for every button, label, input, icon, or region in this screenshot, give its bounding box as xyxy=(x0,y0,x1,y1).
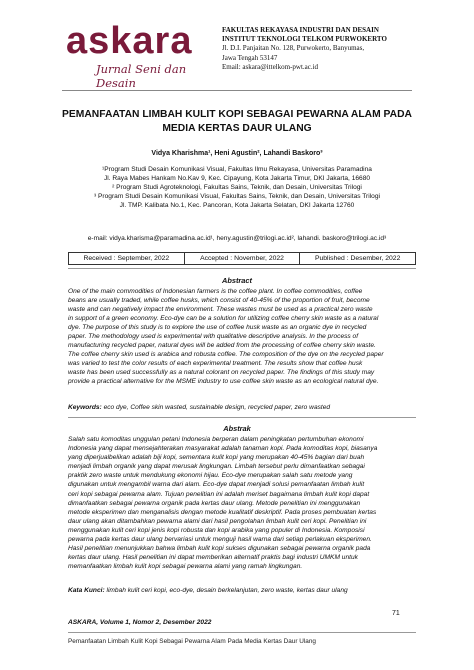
keywords-label: Keywords: xyxy=(68,404,102,411)
affiliation-line: Jl. TMP. Kalibata No.1, Kec. Pancoran, Kota Jakarta Selatan, DKI Jakarta 12760 xyxy=(119,201,355,209)
journal-logo xyxy=(66,20,206,90)
affiliations xyxy=(62,166,412,211)
abstract-heading: Abstract xyxy=(222,276,252,285)
abstrak-text xyxy=(68,435,413,571)
publisher-info xyxy=(222,26,452,72)
abstract-line: manufacturing recycled paper, natural dyes will be added from the processing of coffee cherry skin waste. xyxy=(68,342,376,349)
publisher-email: Email: askara@ittelkom-pwt.ac.id xyxy=(222,62,319,71)
abstrak-line: dimanfaatkan sebagai pewarna organik pada kertas daur ulang. Metode penelitian ini menggunakan xyxy=(68,499,361,507)
abstrak-line: ceri kopi sebagai pewarna alam. Tujuan penelitian ini adalah meriset bagaimana limbah kulit kopi dapat xyxy=(68,490,370,498)
logo-wordmark: askara xyxy=(66,20,193,62)
abstrak-line: Indonesia yang dapat mensejahterakan masyarakat adalah tanaman kopi. Pada komoditas kopi, biasanya xyxy=(68,445,378,453)
running-footer: Pemanfaatan Limbah Kulit Kopi Sebagai Pewarna Alam Pada Media Kertas Daur Ulang xyxy=(68,638,316,645)
header-divider xyxy=(62,90,412,91)
abstrak-line: Hasil penelitian menunjukkan bahwa limbah kulit kopi sukses digunakan sebagai pewarna organik pada xyxy=(68,545,371,553)
abstrak-heading: Abstrak xyxy=(223,424,251,433)
kata-kunci-text: limbah kulit ceri kopi, eco-dye, desain berkelanjutan, zero waste, kertas daur ulang xyxy=(106,587,348,594)
abstrak-line: kertas daur ulang. Hasil penelitian ini dapat memberikan alternatif praktis bagi industri UMKM untuk xyxy=(68,554,358,562)
keywords-text: eco dye, Coffee skin wasted, sustainable design, recycled paper, zero wasted xyxy=(103,404,331,411)
title-line-1: PEMANFAATAN LIMBAH KULIT KOPI SEBAGAI PEWARNA ALAM PADA xyxy=(62,109,412,120)
abstrak-line: memanfaatkan limbah kulit kopi sebagai pewarna alami yang ramah lingkungan. xyxy=(68,563,303,571)
author-list: Vidya Kharishma¹, Heni Agustin², Lahandi Baskoro³ xyxy=(151,150,323,157)
keywords xyxy=(68,404,413,411)
abstrak-line: pewarna pada kertas daur ulang bervariasi untuk menguji hasil warna dari setiap perlakuan eksperimen. xyxy=(68,536,372,544)
published-date: Published : Desember, 2022 xyxy=(314,255,401,262)
abstract-line: paper. The methodology used is experimental with qualitative descriptive analysis. In the process of xyxy=(68,333,359,340)
affiliation-line: ³ Program Studi Desain Komunikasi Visual, Fakultas Sains, Teknik, dan Desain, Universitas Trilogi xyxy=(94,192,380,200)
abstract-line: in support of a green economy. Eco-dye can be a solution for utilizing coffee cherry skin waste as a natural xyxy=(68,315,379,322)
abstract-line: dye. The purpose of this study is to explore the use of coffee husk waste as an organic dye in recycled xyxy=(68,324,367,331)
abstract-line: provide a practical alternative for the MSME industry to use coffee skin waste as an ecological natural dye. xyxy=(68,378,379,385)
author-emails: e-mail: vidya.kharisma@paramadina.ac.id¹, heny.agustin@trilogi.ac.id², lahandi. baskoro@trilogi.ac.id³ xyxy=(87,235,387,242)
received-date: Received : September, 2022 xyxy=(69,253,185,264)
abstract-text xyxy=(68,287,413,386)
kata-kunci xyxy=(68,587,413,594)
affiliation-line: Jl. Raya Mabes Hankam No.Kav 9, Kec. Cipayung, Kota Jakarta Timur, DKI Jakarta, 16680 xyxy=(103,174,371,182)
abstrak-line: daur ulang akan ditambahkan pewarna alami dari hasil pengolahan limbah kulit ceri kopi. Penelitian ini xyxy=(68,517,367,525)
kata-kunci-label: Kata Kunci: xyxy=(68,587,105,594)
publisher-address-1: Jl. D.I. Panjaitan No. 128, Purwokerto, Banyumas, xyxy=(222,44,365,53)
affiliation-line: ² Program Studi Agroteknologi, Fakultas Sains, Teknik, dan Desain, Universitas Trilogi xyxy=(112,183,362,191)
abstrak-line: menjadi limbah organik yang dapat merusak lingkungan. Limbah tersebut perlu dimanfaatkan sebagai xyxy=(68,463,365,471)
publisher-address-2: Jawa Tengah 53147 xyxy=(222,53,278,62)
abstrak-divider xyxy=(68,417,416,418)
abstract-line: waste and can negatively impact the environment. These wastes must be used as a practical zero waste xyxy=(68,306,373,313)
abstrak-line: Salah satu komoditas unggulan petani Indonesia berperan dalam peningkatan pertumbuhan ekonomi xyxy=(68,436,364,443)
abstract-line: waste has been used successfully as a natural colorant on recycled paper. The findings of this study may xyxy=(68,369,375,376)
dates-table xyxy=(68,252,416,265)
publisher-faculty: FAKULTAS REKAYASA INDUSTRI DAN DESAIN xyxy=(222,26,379,34)
abstract-divider xyxy=(68,268,416,269)
abstrak-line: metode eksperimen dan menganalisis dengan metode kualitatif deskriptif. Pada proses pembuatan kertas xyxy=(68,508,377,516)
abstract-line: One of the main commodities of Indonesian farmers is the coffee plant. In coffee commodities, coffee xyxy=(68,288,363,295)
accepted-date: Accepted : November, 2022 xyxy=(185,253,301,264)
abstract-line: was varied to test the color results of each experimental treatment. The results show that coffee husk xyxy=(68,360,363,367)
logo-subtitle: Jurnal Seni dan Desain xyxy=(96,62,187,90)
abstract-line: The coffee cherry skin used is arabica and robusta coffee. The composition of the dye on the recycled paper xyxy=(68,351,384,358)
abstrak-line: praktik zero waste untuk mendukung ekonomi hijau. Eco-dye merupakan salah satu metode yang xyxy=(68,472,353,480)
abstrak-line: menggunakan kulit ceri kopi jenis kopi robusta dan kopi arabika yang populer di Indonesia. Komposisi xyxy=(68,526,365,534)
abstrak-line: yang diperjualbelikan adalah biji kopi, sementara kulit kopi yang merupakan 40-45% bagian dari buah xyxy=(68,454,365,462)
footer-divider xyxy=(68,632,416,633)
abstrak-line: digunakan untuk mengambil warna dari alam. Eco-dye dapat menjadi solusi pemanfaatan limbah kulit xyxy=(68,481,365,489)
paper-title xyxy=(62,108,412,136)
journal-reference: ASKARA, Volume 1, Nomor 2, Desember 2022 xyxy=(68,619,212,626)
page-number: 71 xyxy=(392,610,400,617)
abstract-line: beans are usually traded, while coffee husks, which consist of 40-45% of the proportion of fruit, become xyxy=(68,297,370,304)
title-line-2: MEDIA KERTAS DAUR ULANG xyxy=(162,123,312,134)
publisher-institute: INSTITUT TEKNOLOGI TELKOM PURWOKERTO xyxy=(222,35,387,44)
affiliation-line: ¹Program Studi Desain Komunikasi Visual, Fakultas Ilmu Rekayasa, Universitas Paramadina xyxy=(102,166,372,173)
